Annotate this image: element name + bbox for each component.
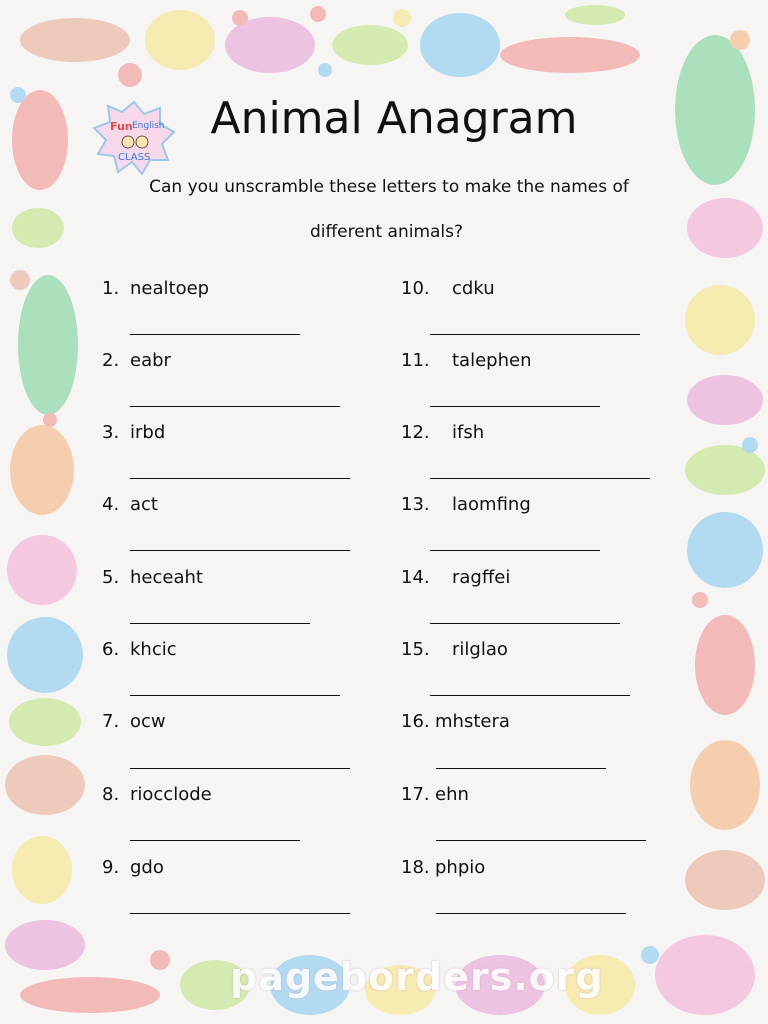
- anagram-item: [401, 639, 508, 660]
- scrambled-word: cdku: [452, 278, 495, 299]
- answer-line[interactable]: [430, 478, 650, 479]
- answer-line[interactable]: [430, 550, 600, 551]
- scrambled-word: gdo: [130, 857, 164, 878]
- item-number: 17.: [401, 784, 430, 805]
- item-number: 12.: [401, 422, 430, 443]
- anagram-item: [401, 494, 531, 515]
- scrambled-word: mhstera: [435, 711, 510, 732]
- scrambled-word: phpio: [435, 857, 486, 878]
- scrambled-word: irbd: [130, 422, 166, 443]
- svg-text:Fun: Fun: [110, 120, 133, 133]
- scrambled-word: rilglao: [452, 639, 508, 660]
- scrambled-word: ehn: [435, 784, 469, 805]
- anagram-item: [102, 494, 158, 515]
- scrambled-word: ragffei: [452, 567, 511, 588]
- scrambled-word: nealtoep: [130, 278, 210, 299]
- answer-line[interactable]: [130, 550, 350, 551]
- watermark: pageborders.org: [230, 955, 604, 999]
- item-number: 2.: [102, 350, 120, 371]
- instructions-line-2: different animals?: [309, 222, 464, 242]
- svg-text:CLASS: CLASS: [118, 152, 151, 163]
- answer-line[interactable]: [130, 406, 340, 407]
- instructions-line-1: Can you unscramble these letters to make the names of: [149, 177, 629, 197]
- scrambled-word: ocw: [130, 711, 166, 732]
- anagram-item: [102, 639, 177, 660]
- item-number: 13.: [401, 494, 430, 515]
- item-number: 3.: [102, 422, 120, 443]
- scrambled-word: talephen: [452, 350, 532, 371]
- answer-line[interactable]: [436, 913, 626, 914]
- item-number: 7.: [102, 711, 120, 732]
- anagram-item: [401, 567, 511, 588]
- scrambled-word: khcic: [130, 639, 177, 660]
- answer-line[interactable]: [436, 840, 646, 841]
- anagram-item: [102, 784, 212, 805]
- item-number: 14.: [401, 567, 430, 588]
- svg-text:English: English: [132, 121, 165, 131]
- anagram-item: [102, 278, 210, 299]
- scrambled-word: riocclode: [130, 784, 212, 805]
- item-number: 1.: [102, 278, 120, 299]
- answer-line[interactable]: [130, 840, 300, 841]
- item-number: 9.: [102, 857, 120, 878]
- item-number: 11.: [401, 350, 430, 371]
- anagram-item: [401, 784, 469, 805]
- anagram-item: [102, 350, 171, 371]
- anagram-item: [401, 857, 486, 878]
- item-number: 4.: [102, 494, 120, 515]
- answer-line[interactable]: [436, 768, 606, 769]
- item-number: 8.: [102, 784, 120, 805]
- anagram-item: [401, 711, 510, 732]
- scrambled-word: heceaht: [130, 567, 203, 588]
- answer-line[interactable]: [430, 695, 630, 696]
- scrambled-word: ifsh: [452, 422, 485, 443]
- answer-line[interactable]: [430, 334, 640, 335]
- item-number: 16.: [401, 711, 430, 732]
- answer-line[interactable]: [130, 478, 350, 479]
- answer-line[interactable]: [130, 334, 300, 335]
- answer-line[interactable]: [430, 623, 620, 624]
- scrambled-word: act: [130, 494, 158, 515]
- anagram-item: [401, 278, 495, 299]
- anagram-item: [102, 567, 203, 588]
- anagram-item: [401, 422, 485, 443]
- answer-line[interactable]: [130, 623, 310, 624]
- item-number: 6.: [102, 639, 120, 660]
- answer-line[interactable]: [130, 695, 340, 696]
- anagram-item: [102, 711, 166, 732]
- page-title: Animal Anagram: [210, 93, 578, 144]
- answer-line[interactable]: [130, 913, 350, 914]
- anagram-item: [401, 350, 532, 371]
- anagram-item: [102, 422, 166, 443]
- item-number: 5.: [102, 567, 120, 588]
- item-number: 15.: [401, 639, 430, 660]
- anagram-item: [102, 857, 164, 878]
- scrambled-word: eabr: [130, 350, 171, 371]
- item-number: 10.: [401, 278, 430, 299]
- answer-line[interactable]: [130, 768, 350, 769]
- answer-line[interactable]: [430, 406, 600, 407]
- item-number: 18.: [401, 857, 430, 878]
- scrambled-word: laomfing: [452, 494, 531, 515]
